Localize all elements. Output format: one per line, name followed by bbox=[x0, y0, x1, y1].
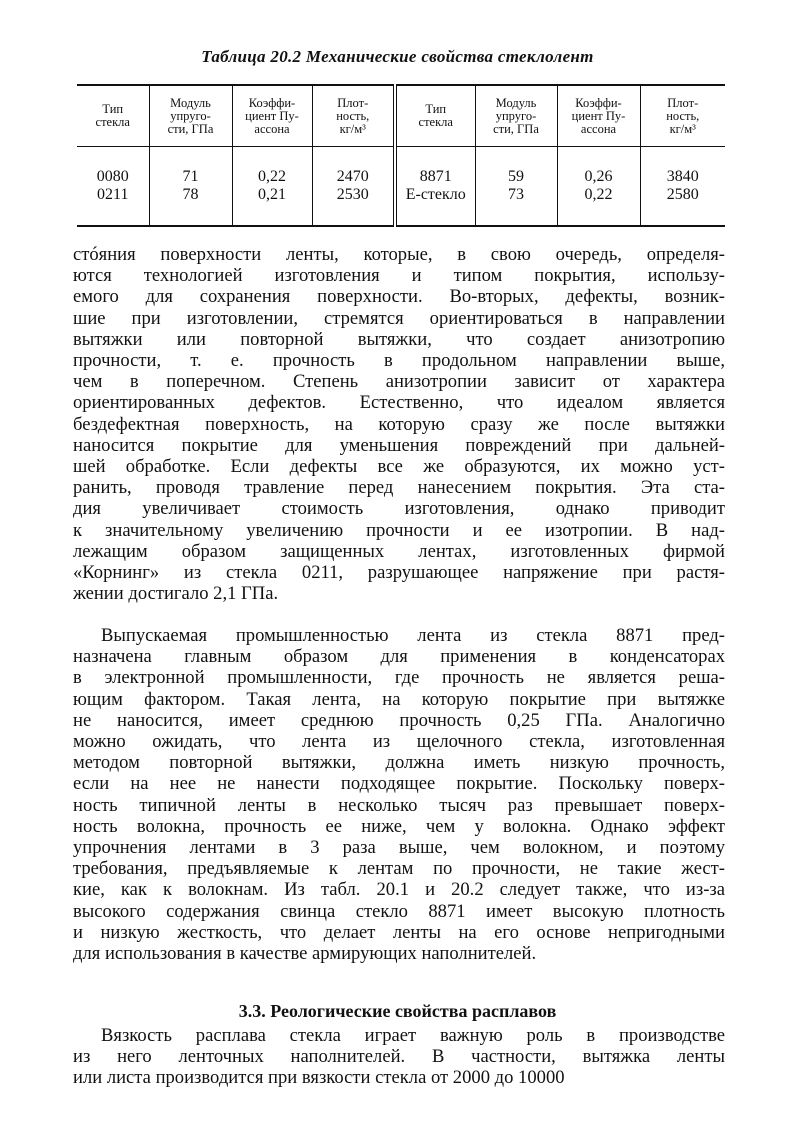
paragraph-3 bbox=[73, 1025, 725, 1089]
column-header-text: циент Пу- bbox=[245, 108, 299, 123]
table-cell bbox=[557, 147, 640, 227]
column-header-text: Модуль bbox=[170, 95, 211, 110]
text-line: к значительному увеличению прочности и ее изотропии. В над- bbox=[73, 519, 725, 541]
cell-value: 0,21 bbox=[258, 186, 286, 203]
column-header-text: Тип bbox=[425, 102, 447, 116]
text-line: не наносится, имеет среднюю прочность 0,25 ГПа. Аналогично bbox=[73, 709, 725, 731]
text-line: ность волокна, прочность ее ниже, чем у волокна. Однако эффект bbox=[73, 815, 725, 837]
text-line: для использования в качестве армирующих наполнителей. bbox=[73, 943, 537, 965]
column-header-text: сти, ГПа bbox=[493, 121, 539, 136]
text-line: ранить, проводя травление перед нанесением покрытия. Эта ста- bbox=[73, 477, 725, 499]
text-line: или листа производится при вязкости стекла от 2000 до 10000 bbox=[73, 1067, 565, 1089]
cell-value: 8871 bbox=[419, 168, 452, 185]
column-header-text: ность, bbox=[336, 108, 370, 123]
cell-value: 0211 bbox=[97, 186, 129, 203]
column-header bbox=[475, 85, 557, 147]
cell-value: 59 bbox=[508, 168, 524, 185]
cell-value: 0,22 bbox=[258, 168, 286, 185]
text-line: в электронной промышленности, где прочность не является реша- bbox=[73, 667, 725, 689]
cell-value: 2470 bbox=[336, 168, 369, 185]
text-line: чем в поперечном. Степень анизотропии зависит от характера bbox=[73, 371, 725, 393]
text-line: «Корнинг» из стекла 0211, разрушающее напряжение при растя- bbox=[73, 562, 725, 584]
text-line: требования, предъявляемые к лентам по прочности, не такие жест- bbox=[73, 858, 725, 880]
section-heading: 3.3. Реологические свойства расплавов bbox=[238, 1001, 557, 1021]
text-line: можно ожидать, что лента из щелочного стекла, изготовленная bbox=[73, 731, 725, 753]
column-header bbox=[149, 85, 232, 147]
column-header bbox=[232, 85, 312, 147]
text-line: ющим фактором. Такая лента, на которую покрытие при вытяжке bbox=[73, 688, 725, 710]
text-line: вытяжки или повторной вытяжки, что создает анизотропию bbox=[73, 328, 725, 350]
column-header-text: Плот- bbox=[667, 95, 699, 110]
text-line: если на нее не нанести подходящее покрытие. Поскольку поверх- bbox=[73, 773, 725, 795]
text-line: кие, как к волокнам. Из табл. 20.1 и 20.2 следует также, что из-за bbox=[73, 879, 725, 901]
table-cell bbox=[395, 147, 475, 227]
column-header bbox=[557, 85, 640, 147]
text-line: Вязкость расплава стекла играет важную роль в производстве bbox=[101, 1025, 725, 1046]
text-line: емого для сохранения поверхности. Во-вторых, дефекты, возник- bbox=[73, 286, 725, 308]
table-header-row bbox=[77, 85, 725, 147]
table-cell bbox=[77, 147, 149, 227]
column-header-text: кг/м³ bbox=[339, 121, 366, 136]
column-header-text: кг/м³ bbox=[669, 121, 696, 136]
column-header bbox=[395, 85, 475, 147]
text-line: стóяния поверхности ленты, которые, в свою очередь, определя- bbox=[73, 244, 725, 265]
table-cell bbox=[232, 147, 312, 227]
column-header-text: Модуль bbox=[495, 95, 537, 110]
text-line: шей обработке. Если дефекты все же образуются, их можно уст- bbox=[73, 456, 725, 478]
text-line: Выпускаемая промышленностью лента из стекла 8871 пред- bbox=[101, 625, 725, 646]
table-cell bbox=[475, 147, 557, 227]
text-line: ются технологией изготовления и типом покрытия, использу- bbox=[73, 265, 725, 287]
cell-value: 0,22 bbox=[584, 186, 613, 203]
cell-value: 2580 bbox=[666, 186, 699, 203]
cell-value: 78 bbox=[182, 186, 199, 203]
cell-value: 3840 bbox=[666, 168, 699, 185]
text-line: назначена главным образом для применения в конденсаторах bbox=[73, 646, 725, 668]
column-header bbox=[77, 85, 149, 147]
text-line: ориентированных дефектов. Естественно, что идеалом является bbox=[73, 392, 725, 414]
paragraph-2 bbox=[73, 625, 725, 964]
table-cell bbox=[149, 147, 232, 227]
cell-value: 0,26 bbox=[584, 168, 613, 185]
table-cell bbox=[640, 147, 725, 227]
text-line: ность типичной ленты в несколько тысяч раз превышает поверх- bbox=[73, 794, 725, 816]
column-header-text: Тип bbox=[102, 102, 124, 116]
text-line: из него ленточных наполнителей. В частности, вытяжка ленты bbox=[73, 1046, 725, 1068]
column-header-text: Коэффи- bbox=[248, 95, 296, 110]
column-header-text: Коэффи- bbox=[575, 95, 622, 110]
text-line: высокого содержания свинца стекло 8871 имеет высокую плотность bbox=[73, 900, 725, 922]
column-header-text: упруго- bbox=[495, 108, 537, 123]
cell-value: 71 bbox=[182, 168, 199, 185]
column-header bbox=[312, 85, 395, 147]
cell-value: 0080 bbox=[96, 168, 129, 185]
text-line: и низкую жесткость, что делает ленты на его основе непригодными bbox=[73, 921, 725, 943]
mechanical-properties-table bbox=[77, 84, 725, 227]
text-line: упрочнения лентами в 3 раза выше, чем волокном, и поэтому bbox=[73, 837, 725, 859]
table-row bbox=[77, 147, 725, 227]
cell-value: 73 bbox=[508, 186, 524, 203]
text-line: наносится покрытие для уменьшения повреждений при дальней- bbox=[73, 434, 725, 456]
column-header-text: сти, ГПа bbox=[167, 121, 214, 136]
column-header bbox=[640, 85, 725, 147]
cell-value: 2530 bbox=[336, 186, 369, 203]
paragraph-1 bbox=[73, 244, 725, 604]
column-header-text: циент Пу- bbox=[571, 108, 626, 123]
column-header-text: ассона bbox=[580, 121, 617, 136]
table-cell bbox=[312, 147, 395, 227]
column-header-text: ность, bbox=[666, 108, 700, 123]
column-header-text: стекла bbox=[95, 115, 130, 129]
cell-value: Е-стекло bbox=[405, 186, 466, 203]
text-line: шие при изготовлении, стремятся ориентироваться в направлении bbox=[73, 307, 725, 329]
column-header-text: стекла bbox=[418, 115, 453, 129]
text-line: лежащим образом защищенных лентах, изготовленных фирмой bbox=[73, 540, 725, 562]
text-line: методом повторной вытяжки, должна иметь низкую прочность, bbox=[73, 752, 725, 774]
column-header-text: Плот- bbox=[337, 95, 369, 110]
text-line: жении достигало 2,1 ГПа. bbox=[73, 583, 279, 605]
table-caption: Таблица 20.2 Механические свойства стеклолент bbox=[201, 47, 594, 66]
text-line: дия увеличивает стоимость изготовления, однако приводит bbox=[73, 498, 725, 520]
column-header-text: ассона bbox=[254, 121, 290, 136]
column-header-text: упруго- bbox=[170, 108, 211, 123]
text-line: прочности, т. е. прочность в продольном направлении выше, bbox=[73, 350, 725, 372]
text-line: бездефектная поверхность, на которую сразу же после вытяжки bbox=[73, 413, 725, 435]
